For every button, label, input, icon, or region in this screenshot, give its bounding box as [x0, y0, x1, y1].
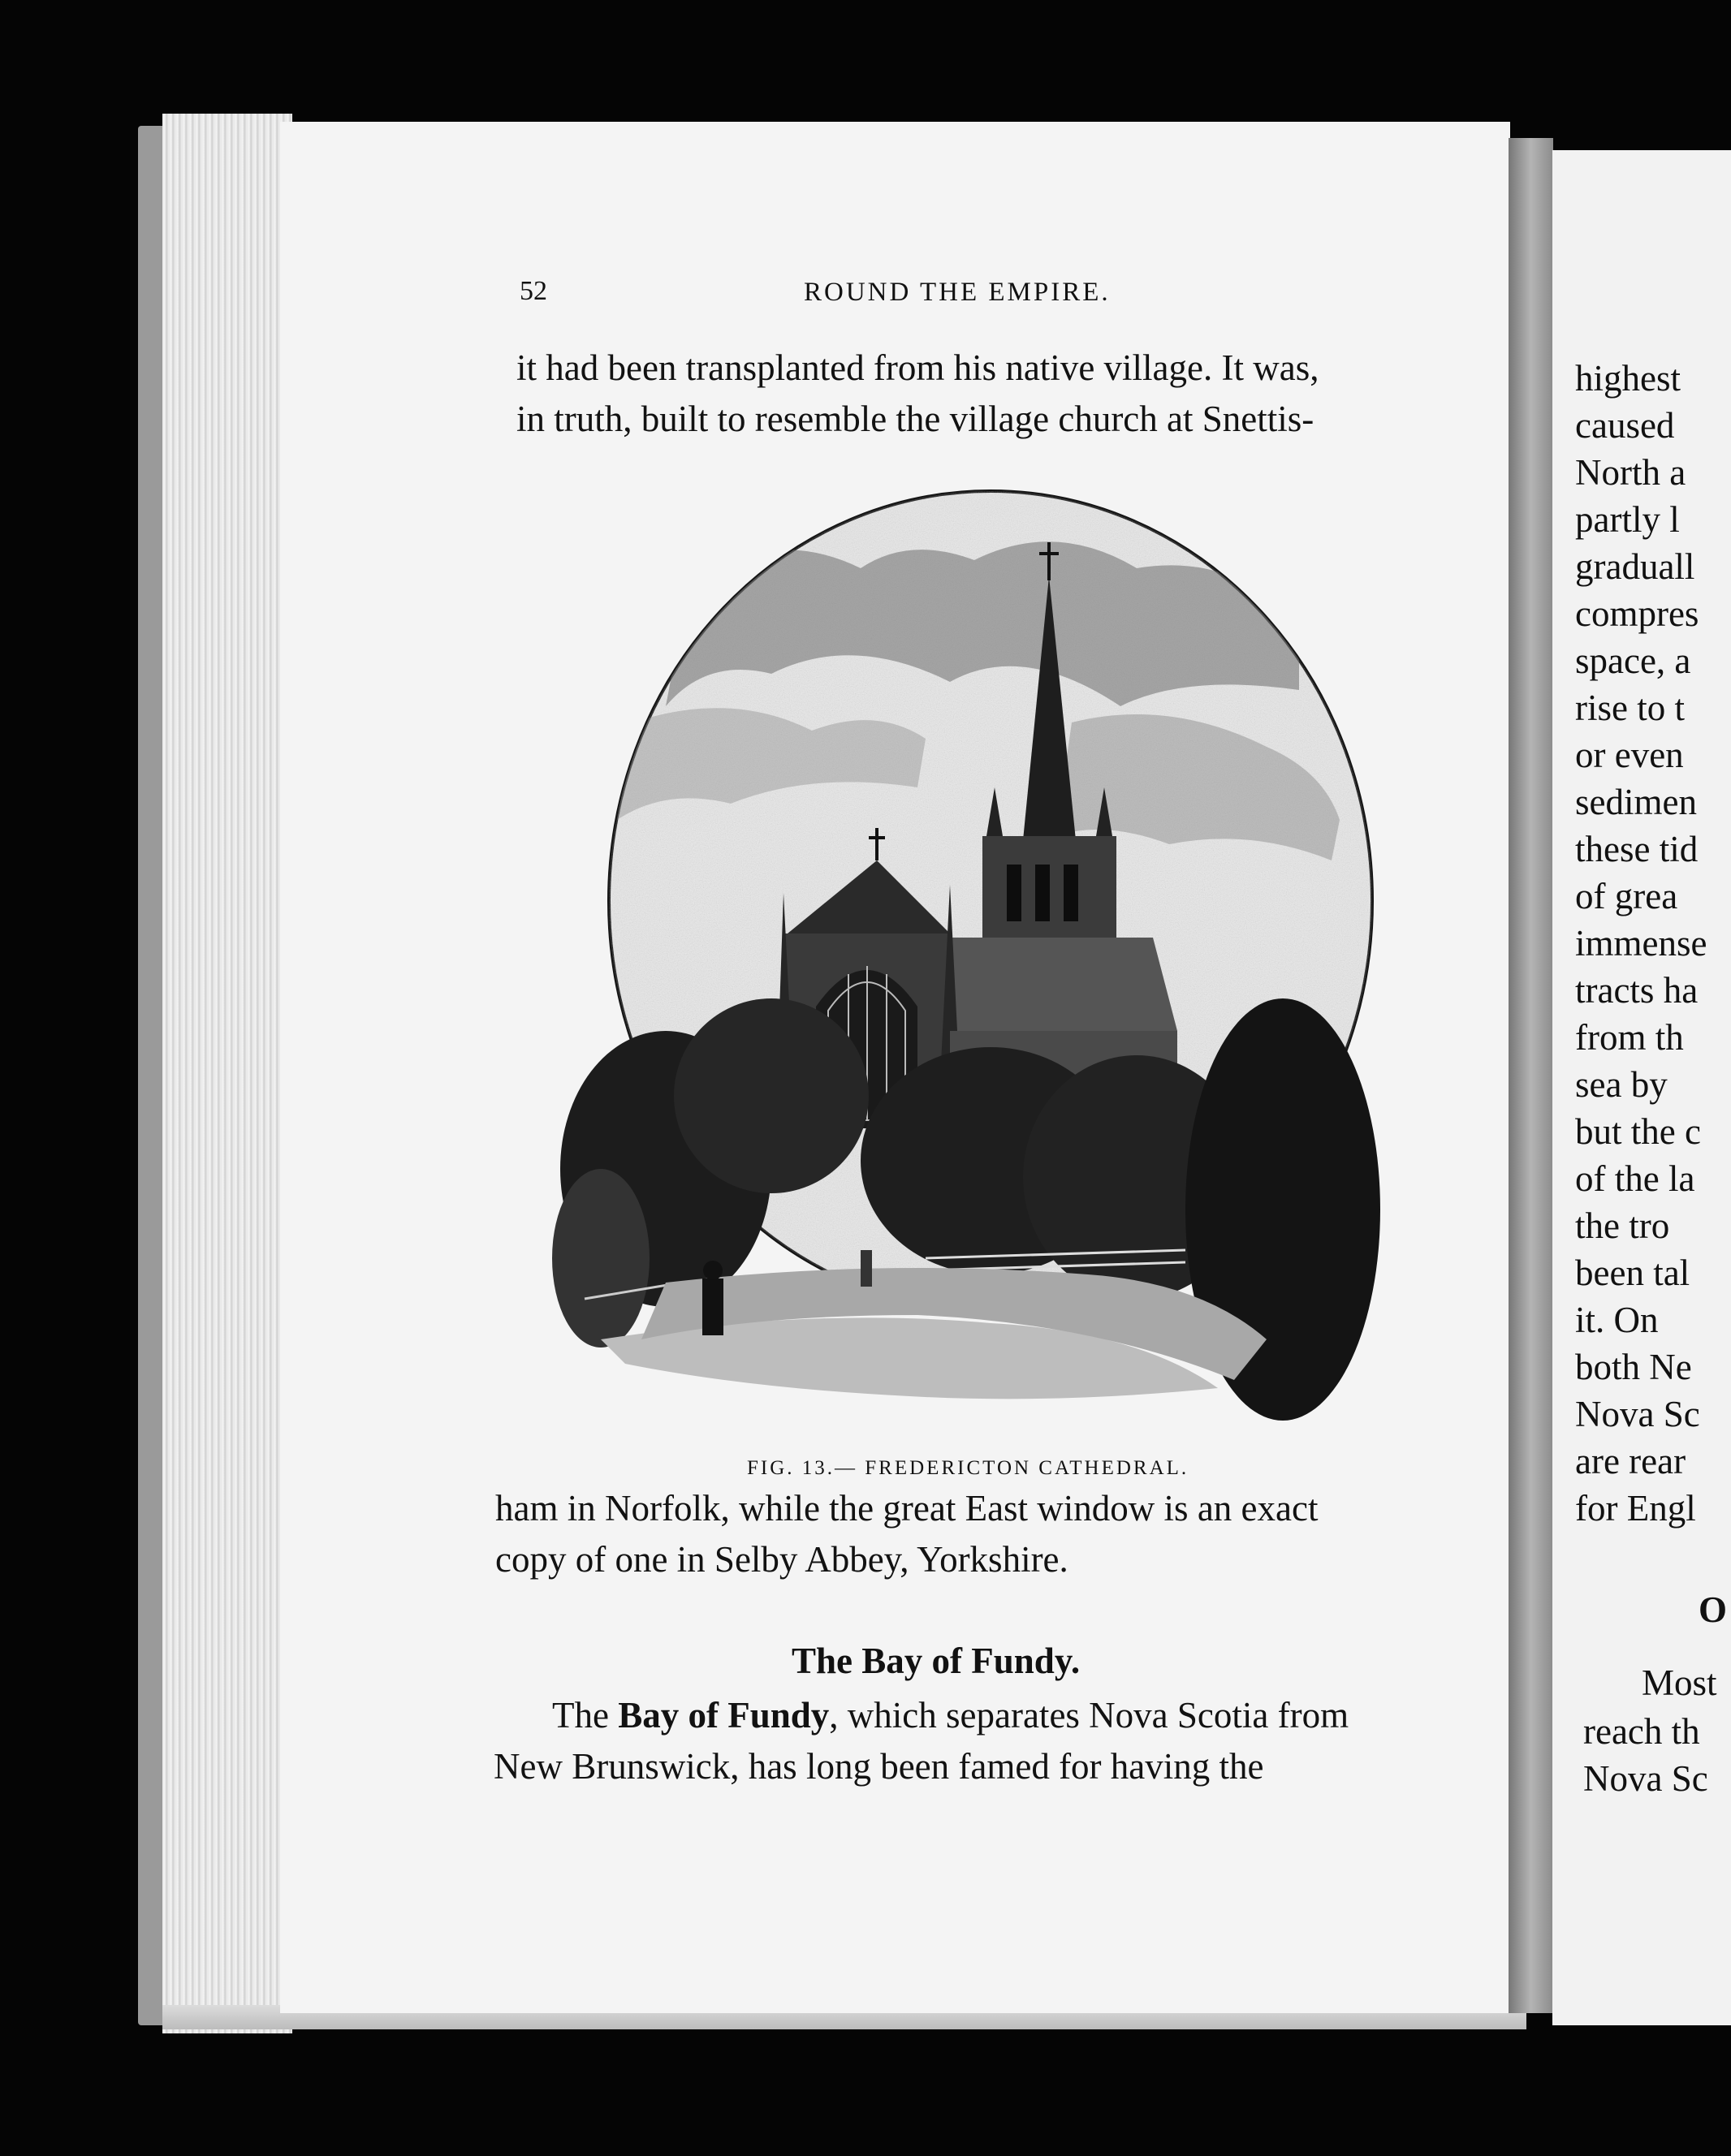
facing-line: from th — [1575, 1017, 1684, 1058]
figure-caption: FIG. 13.— FREDERICTON CATHEDRAL. — [747, 1457, 1189, 1479]
body-text-fragment: , which separates Nova Scotia from — [829, 1695, 1349, 1736]
facing-line: Nova Sc — [1583, 1758, 1708, 1799]
facing-line: immense — [1575, 923, 1707, 964]
facing-line: partly l — [1575, 499, 1680, 540]
facing-line: of the la — [1575, 1158, 1695, 1199]
facing-line: sea by — [1575, 1064, 1668, 1105]
facing-line: sedimen — [1575, 782, 1697, 822]
facing-line: the tro — [1575, 1205, 1670, 1246]
facing-line: it. On — [1575, 1300, 1659, 1340]
facing-line: these tid — [1575, 829, 1699, 869]
body-text-fragment: The — [552, 1695, 619, 1736]
facing-line: of grea — [1575, 876, 1678, 916]
facing-line: but the c — [1575, 1111, 1701, 1152]
facing-page — [1552, 150, 1731, 2025]
facing-line: space, a — [1575, 640, 1691, 681]
facing-line: reach th — [1583, 1711, 1700, 1752]
body-line-1: it had been transplanted from his native village. It was, — [516, 347, 1319, 388]
facing-line: both Ne — [1575, 1347, 1692, 1387]
facing-line: Nova Sc — [1575, 1394, 1700, 1434]
facing-line: highest — [1575, 358, 1681, 399]
facing-line: North a — [1575, 452, 1686, 493]
facing-line: tracts ha — [1575, 970, 1699, 1011]
facing-line: for Engl — [1575, 1488, 1696, 1529]
section-heading: The Bay of Fundy. — [792, 1641, 1081, 1681]
body-line-5 — [552, 1692, 1349, 1738]
facing-line: graduall — [1575, 546, 1695, 587]
body-line-4: copy of one in Selby Abbey, Yorkshire. — [495, 1539, 1068, 1580]
body-line-3: ham in Norfolk, while the great East window is an exact — [495, 1488, 1319, 1529]
body-line-2: in truth, built to resemble the village church at Snettis- — [516, 399, 1314, 439]
facing-line: Most — [1642, 1662, 1717, 1703]
page-number: 52 — [520, 276, 547, 306]
facing-line: are rear — [1575, 1441, 1686, 1481]
facing-line: caused — [1575, 405, 1675, 446]
page-stack-edges — [162, 114, 292, 2033]
running-head — [520, 276, 1218, 325]
facing-line: been tal — [1575, 1253, 1690, 1293]
facing-line: compres — [1575, 593, 1699, 634]
facing-line: rise to t — [1575, 688, 1685, 728]
book-gutter — [1509, 138, 1553, 2013]
fredericton-cathedral-engraving — [568, 479, 1372, 1453]
facing-heading-fragment: O — [1699, 1589, 1728, 1630]
body-bold-term: Bay of Fundy — [618, 1695, 830, 1736]
facing-line: or even — [1575, 735, 1684, 775]
running-title: ROUND THE EMPIRE. — [804, 278, 1111, 307]
body-line-6: New Brunswick, has long been famed for having the — [494, 1746, 1264, 1787]
